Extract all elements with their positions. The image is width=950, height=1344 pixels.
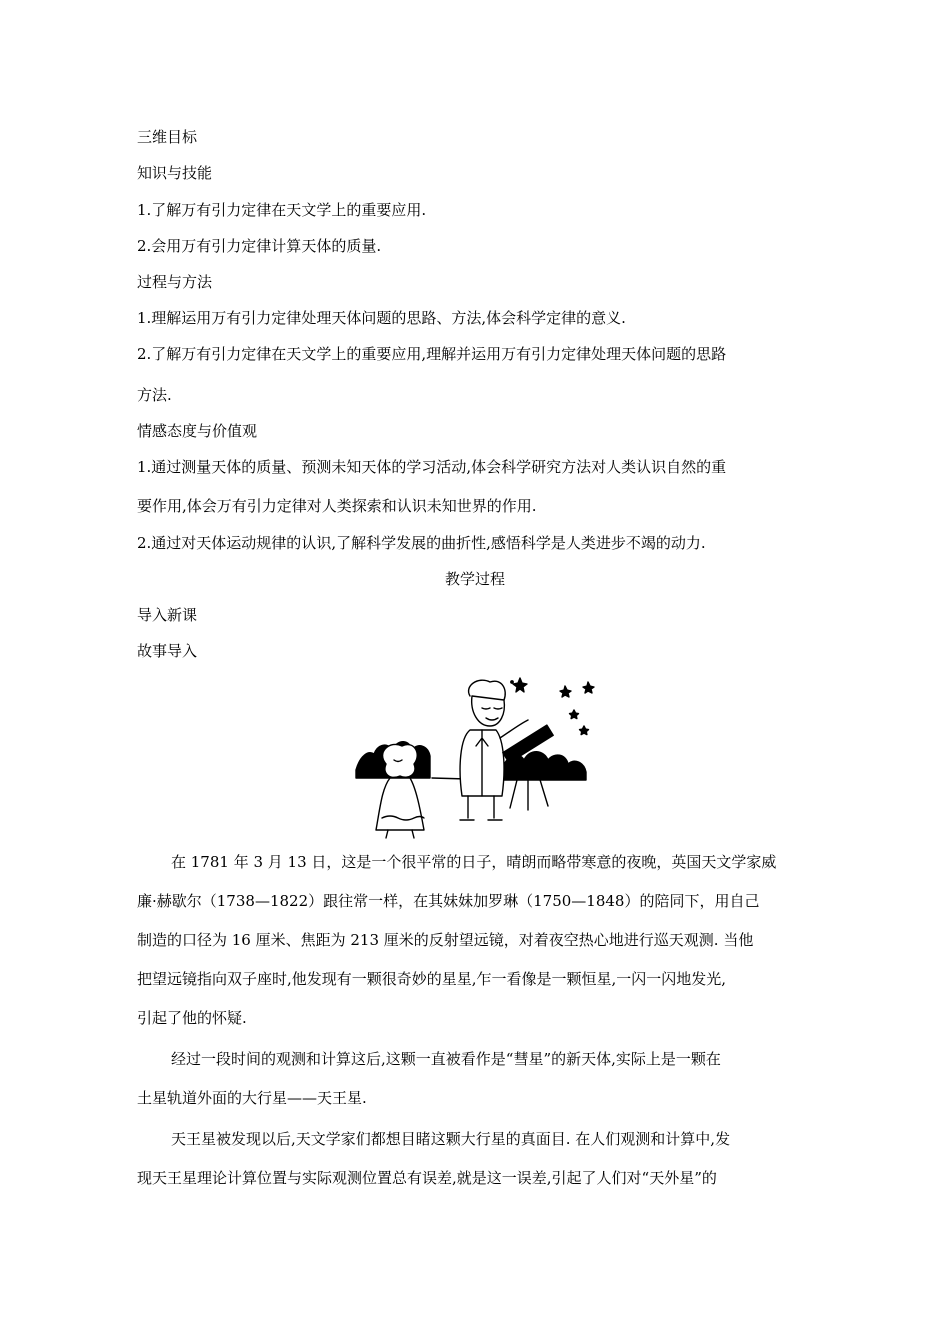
knowledge-item-1: 1.了解万有引力定律在天文学上的重要应用. [137,201,427,219]
subsection-new-lesson: 导入新课 [137,606,198,624]
story-paragraph-2 [137,1049,817,1108]
story-paragraph-3 [137,1129,817,1188]
story-p3-line-1: 天王星被发现以后,天文学家们都想目睹这颗大行星的真面目. 在人们观测和计算中,发 [171,1130,731,1148]
story-p3-line-2: 现天王星理论计算位置与实际观测位置总有误差,就是这一误差,引起了人们对“天外星”的 [137,1169,717,1187]
heading-three-dimensional-goals: 三维目标 [137,128,198,146]
process-item-1: 1.理解运用万有引力定律处理天体问题的思路、方法,体会科学定律的意义. [137,309,626,327]
emotion-item-1-line-2: 要作用,体会万有引力定律对人类探索和认识未知世界的作用. [137,497,537,515]
emotion-item-1-line-1: 1.通过测量天体的质量、预测未知天体的学习活动,体会科学研究方法对人类认识自然的重 [137,458,727,476]
emotion-item-2: 2.通过对天体运动规律的认识,了解科学发展的曲折性,感悟科学是人类进步不竭的动力. [137,534,706,552]
process-item-2-line-1: 2.了解万有引力定律在天文学上的重要应用,理解并运用万有引力定律处理天体问题的思路 [137,345,727,363]
section-knowledge-skills: 知识与技能 [137,164,213,182]
knowledge-item-2: 2.会用万有引力定律计算天体的质量. [137,237,382,255]
story-p1-line-3: 制造的口径为 16 厘米、焦距为 213 厘米的反射望远镜，对着夜空热心地进行巡天观测. 当他 [137,931,754,949]
stars-icon [511,678,594,735]
story-p1-line-4: 把望远镜指向双子座时,他发现有一颗很奇妙的星星,乍一看像是一颗恒星,一闪一闪地发光, [137,970,727,988]
story-paragraph-1 [137,852,817,1028]
story-p2-line-2: 土星轨道外面的大行星——天王星. [137,1089,367,1107]
section-process-methods: 过程与方法 [137,273,213,291]
process-item-2-line-2: 方法. [137,386,172,404]
story-p1-line-2: 廉·赫歇尔（1738—1822）跟往常一样，在其妹妹加罗琳（1750—1848）的陪同下，用自己 [137,892,760,910]
story-p2-line-1: 经过一段时间的观测和计算这后,这颗一直被看作是“彗星”的新天体,实际上是一颗在 [171,1050,721,1068]
story-p1-line-1: 在 1781 年 3 月 13 日，这是一个很平常的日子，晴朗而略带寒意的夜晚，英国天文学家威 [171,853,777,871]
heading-teaching-process: 教学过程 [444,570,505,588]
subsection-story-intro: 故事导入 [137,642,198,660]
story-p1-line-5: 引起了他的怀疑. [137,1009,247,1027]
astronomer-telescope-illustration [352,668,602,840]
section-emotion-values: 情感态度与价值观 [137,422,258,440]
